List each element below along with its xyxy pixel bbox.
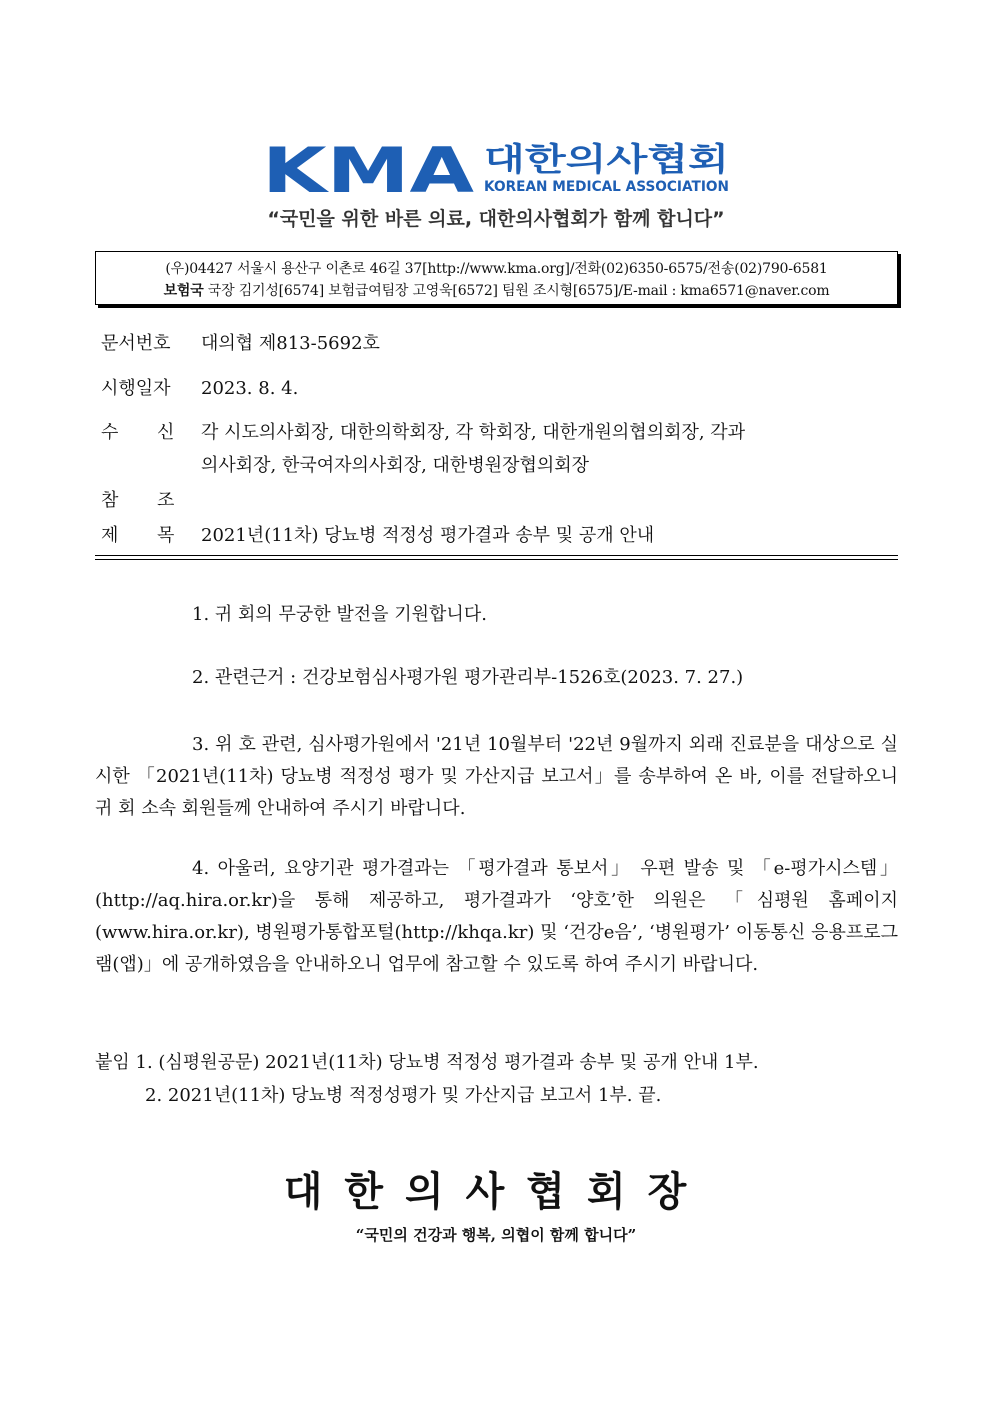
doc-number-row (101, 329, 380, 355)
recipient-row (101, 418, 745, 444)
body-paragraph-2: 2. 관련근거 : 건강보험심사평가원 평가관리부-1526호(2023. 7. 27.) (192, 667, 744, 688)
date-row (101, 374, 298, 400)
body-paragraph-3: 3. 위 호 관련, 심사평가원에서 '21년 10월부터 '22년 9월까지 외래 진료분을 대상으로 실시한 「2021년(11차) 당뇨병 적정성 평가 및 가산지급 보고서」를 송부하여 온 바, 이를 전달하오니 귀 회 소속 회원들께 안내하여 주시기 바랍니다. (95, 734, 898, 819)
contact-details: 국장 김기성[6574] 보험급여팀장 고영욱[6572] 팀원 조시형[6575]/E-mail : kma6571@naver.com (203, 283, 830, 299)
org-name-en: KOREAN MEDICAL ASSOCIATION (484, 179, 729, 195)
contact-line (96, 280, 897, 300)
address-box (95, 251, 898, 305)
doc-number: 대의협 제813-5692호 (201, 333, 380, 354)
attachment-line-2: 2. 2021년(11차) 당뇨병 적정성평가 및 가산지급 보고서 1부. 끝. (145, 1085, 662, 1106)
address-line: (우)04427 서울시 용산구 이촌로 46길 37[http://www.kma.org]/전화(02)6350-6575/전송(02)790-6581 (165, 261, 828, 277)
kma-logo-graphic (262, 140, 732, 198)
slogan-bottom: “국민의 건강과 행복, 의협이 함께 합니다” (355, 1226, 637, 1244)
issue-date: 2023. 8. 4. (201, 378, 299, 399)
signer-title: 대한의사협회장 (283, 1168, 709, 1215)
attachment-line-1: 붙임 1. (심평원공문) 2021년(11차) 당뇨병 적정성 평가결과 송부 및 공개 안내 1부. (95, 1052, 759, 1073)
department-name: 보험국 (163, 283, 204, 299)
recipient-line-1: 각 시도의사회장, 대한의학회장, 각 학회장, 대한개원의협의회장, 각과 (201, 422, 746, 443)
date-label: 시행일자 (101, 378, 171, 399)
doc-number-label: 문서번호 (101, 333, 171, 354)
slogan-top: “국민을 위한 바른 의료, 대한의사협회가 함께 합니다” (267, 208, 725, 230)
subject-row (101, 521, 654, 547)
subject-label: 제 목 (101, 525, 175, 546)
recipient-label: 수 신 (101, 422, 175, 443)
recipient-line-2: 의사회장, 한국여자의사회장, 대한병원장협의회장 (201, 455, 590, 476)
reference-row (101, 486, 201, 512)
header-divider (95, 555, 898, 560)
reference-label: 참 조 (101, 490, 175, 511)
body-paragraph-1: 1. 귀 회의 무궁한 발전을 기원합니다. (192, 604, 487, 625)
kma-logo (262, 140, 732, 198)
org-name-ko: 대한의사협회 (484, 140, 729, 178)
kma-logo-mark: KMA (262, 140, 475, 198)
subject: 2021년(11차) 당뇨병 적정성 평가결과 송부 및 공개 안내 (201, 525, 655, 546)
body-paragraph-4: 4. 아울러, 요양기관 평가결과는 「평가결과 통보서」 우편 발송 및 「e-평가시스템」 (http://aq.hira.or.kr)을 통해 제공하고, 평가결과가 ‘양호’한 의원은 「심평원 홈페이지(www.hira.or.kr), 병원평가통합포털(http://khqa.kr) 및 ‘건강e음’, ‘병원평가’ 이동통신 응용프로그램(앱)」에 공개하였음을 안내하오니 업무에 참고할 수 있도록 하여 주시기 바랍니다. (95, 858, 898, 975)
